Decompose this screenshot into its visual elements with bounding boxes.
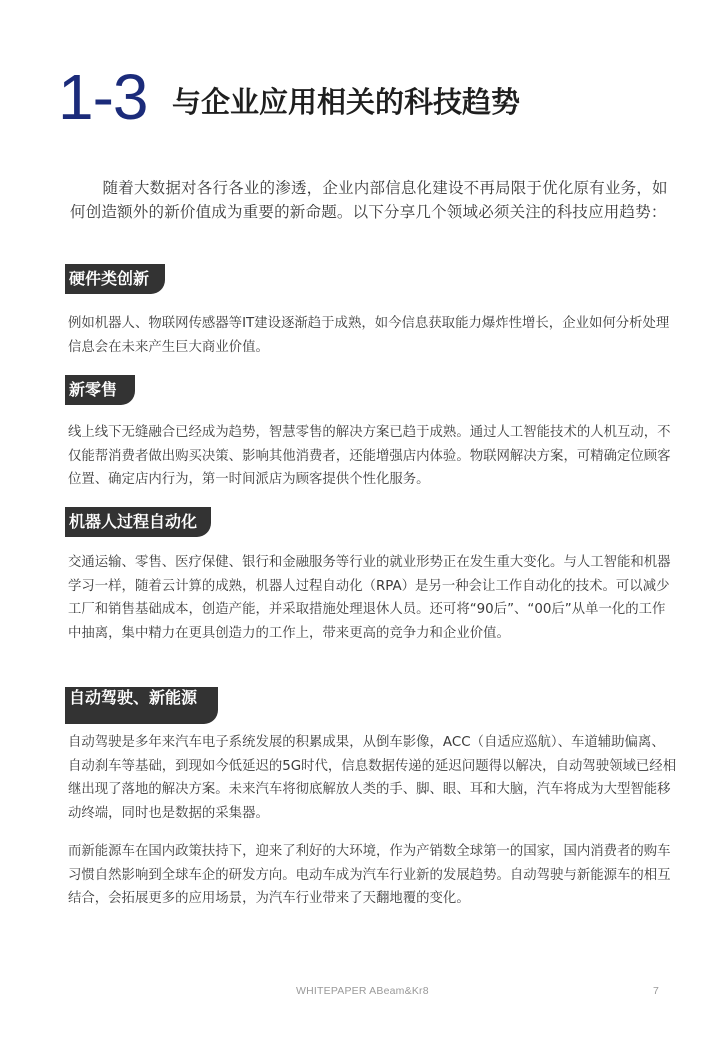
- footer-label: WHITEPAPER ABeam&Kr8: [296, 985, 429, 997]
- intro-paragraph: 随着大数据对各行各业的渗透，企业内部信息化建设不再局限于优化原有业务，如何创造额外的新价值成为重要的新命题。以下分享几个领域必须关注的科技应用趋势：: [70, 179, 668, 221]
- section-body-autonomous: 自动驾驶是多年来汽车电子系统发展的积累成果，从倒车影像，ACC（自适应巡航）、车道辅助偏离、自动刹车等基础，到现如今低延迟的5G时代，信息数据传递的延迟问题得以解决，自动驾驶领域已经相继出现了落地的解决方案。未来汽车将彻底解放人类的手、脚、眼、耳和大脑，汽车将成为大型智能移动终端，同时也是数据的采集器。: [68, 735, 677, 821]
- section-body-rpa: 交通运输、零售、医疗保健、银行和金融服务等行业的就业形势正在发生重大变化。与人工智能和机器学习一样，随着云计算的成熟，机器人过程自动化（RPA）是另一种会让工作自动化的技术。可以减少工厂和销售基础成本，创造产能，并采取措施处理退休人员。还可将“90后”、“00后”从单一化的工作中抽离，集中精力在更具创造力的工作上，带来更高的竞争力和企业价值。: [68, 555, 671, 641]
- section-heading-rpa: 机器人过程自动化: [65, 507, 211, 537]
- section-body-new-retail: 线上线下无缝融合已经成为趋势，智慧零售的解决方案已趋于成熟。通过人工智能技术的人机互动，不仅能帮消费者做出购买决策、影响其他消费者，还能增强店内体验。物联网解决方案，可精确定位顾客位置、确定店内行为，第一时间派店为顾客提供个性化服务。: [68, 425, 671, 487]
- section-body-new-energy: 而新能源车在国内政策扶持下，迎来了利好的大环境，作为产销数全球第一的国家，国内消费者的购车习惯自然影响到全球车企的研发方向。电动车成为汽车行业新的发展趋势。自动驾驶与新能源车的相互结合，会拓展更多的应用场景，为汽车行业带来了天翻地覆的变化。: [68, 844, 671, 906]
- section-body-hardware: 例如机器人、物联网传感器等IT建设逐渐趋于成熟，如今信息获取能力爆炸性增长，企业如何分析处理信息会在未来产生巨大商业价值。: [68, 316, 670, 355]
- section-heading-hardware: 硬件类创新: [65, 264, 165, 294]
- section-title: 与企业应用相关的科技趋势: [172, 85, 521, 119]
- section-number: 1-3: [58, 61, 148, 133]
- page-number: 7: [653, 985, 659, 997]
- section-heading-new-retail: 新零售: [65, 375, 135, 405]
- section-heading-autonomous: 自动驾驶、新能源: [65, 687, 218, 724]
